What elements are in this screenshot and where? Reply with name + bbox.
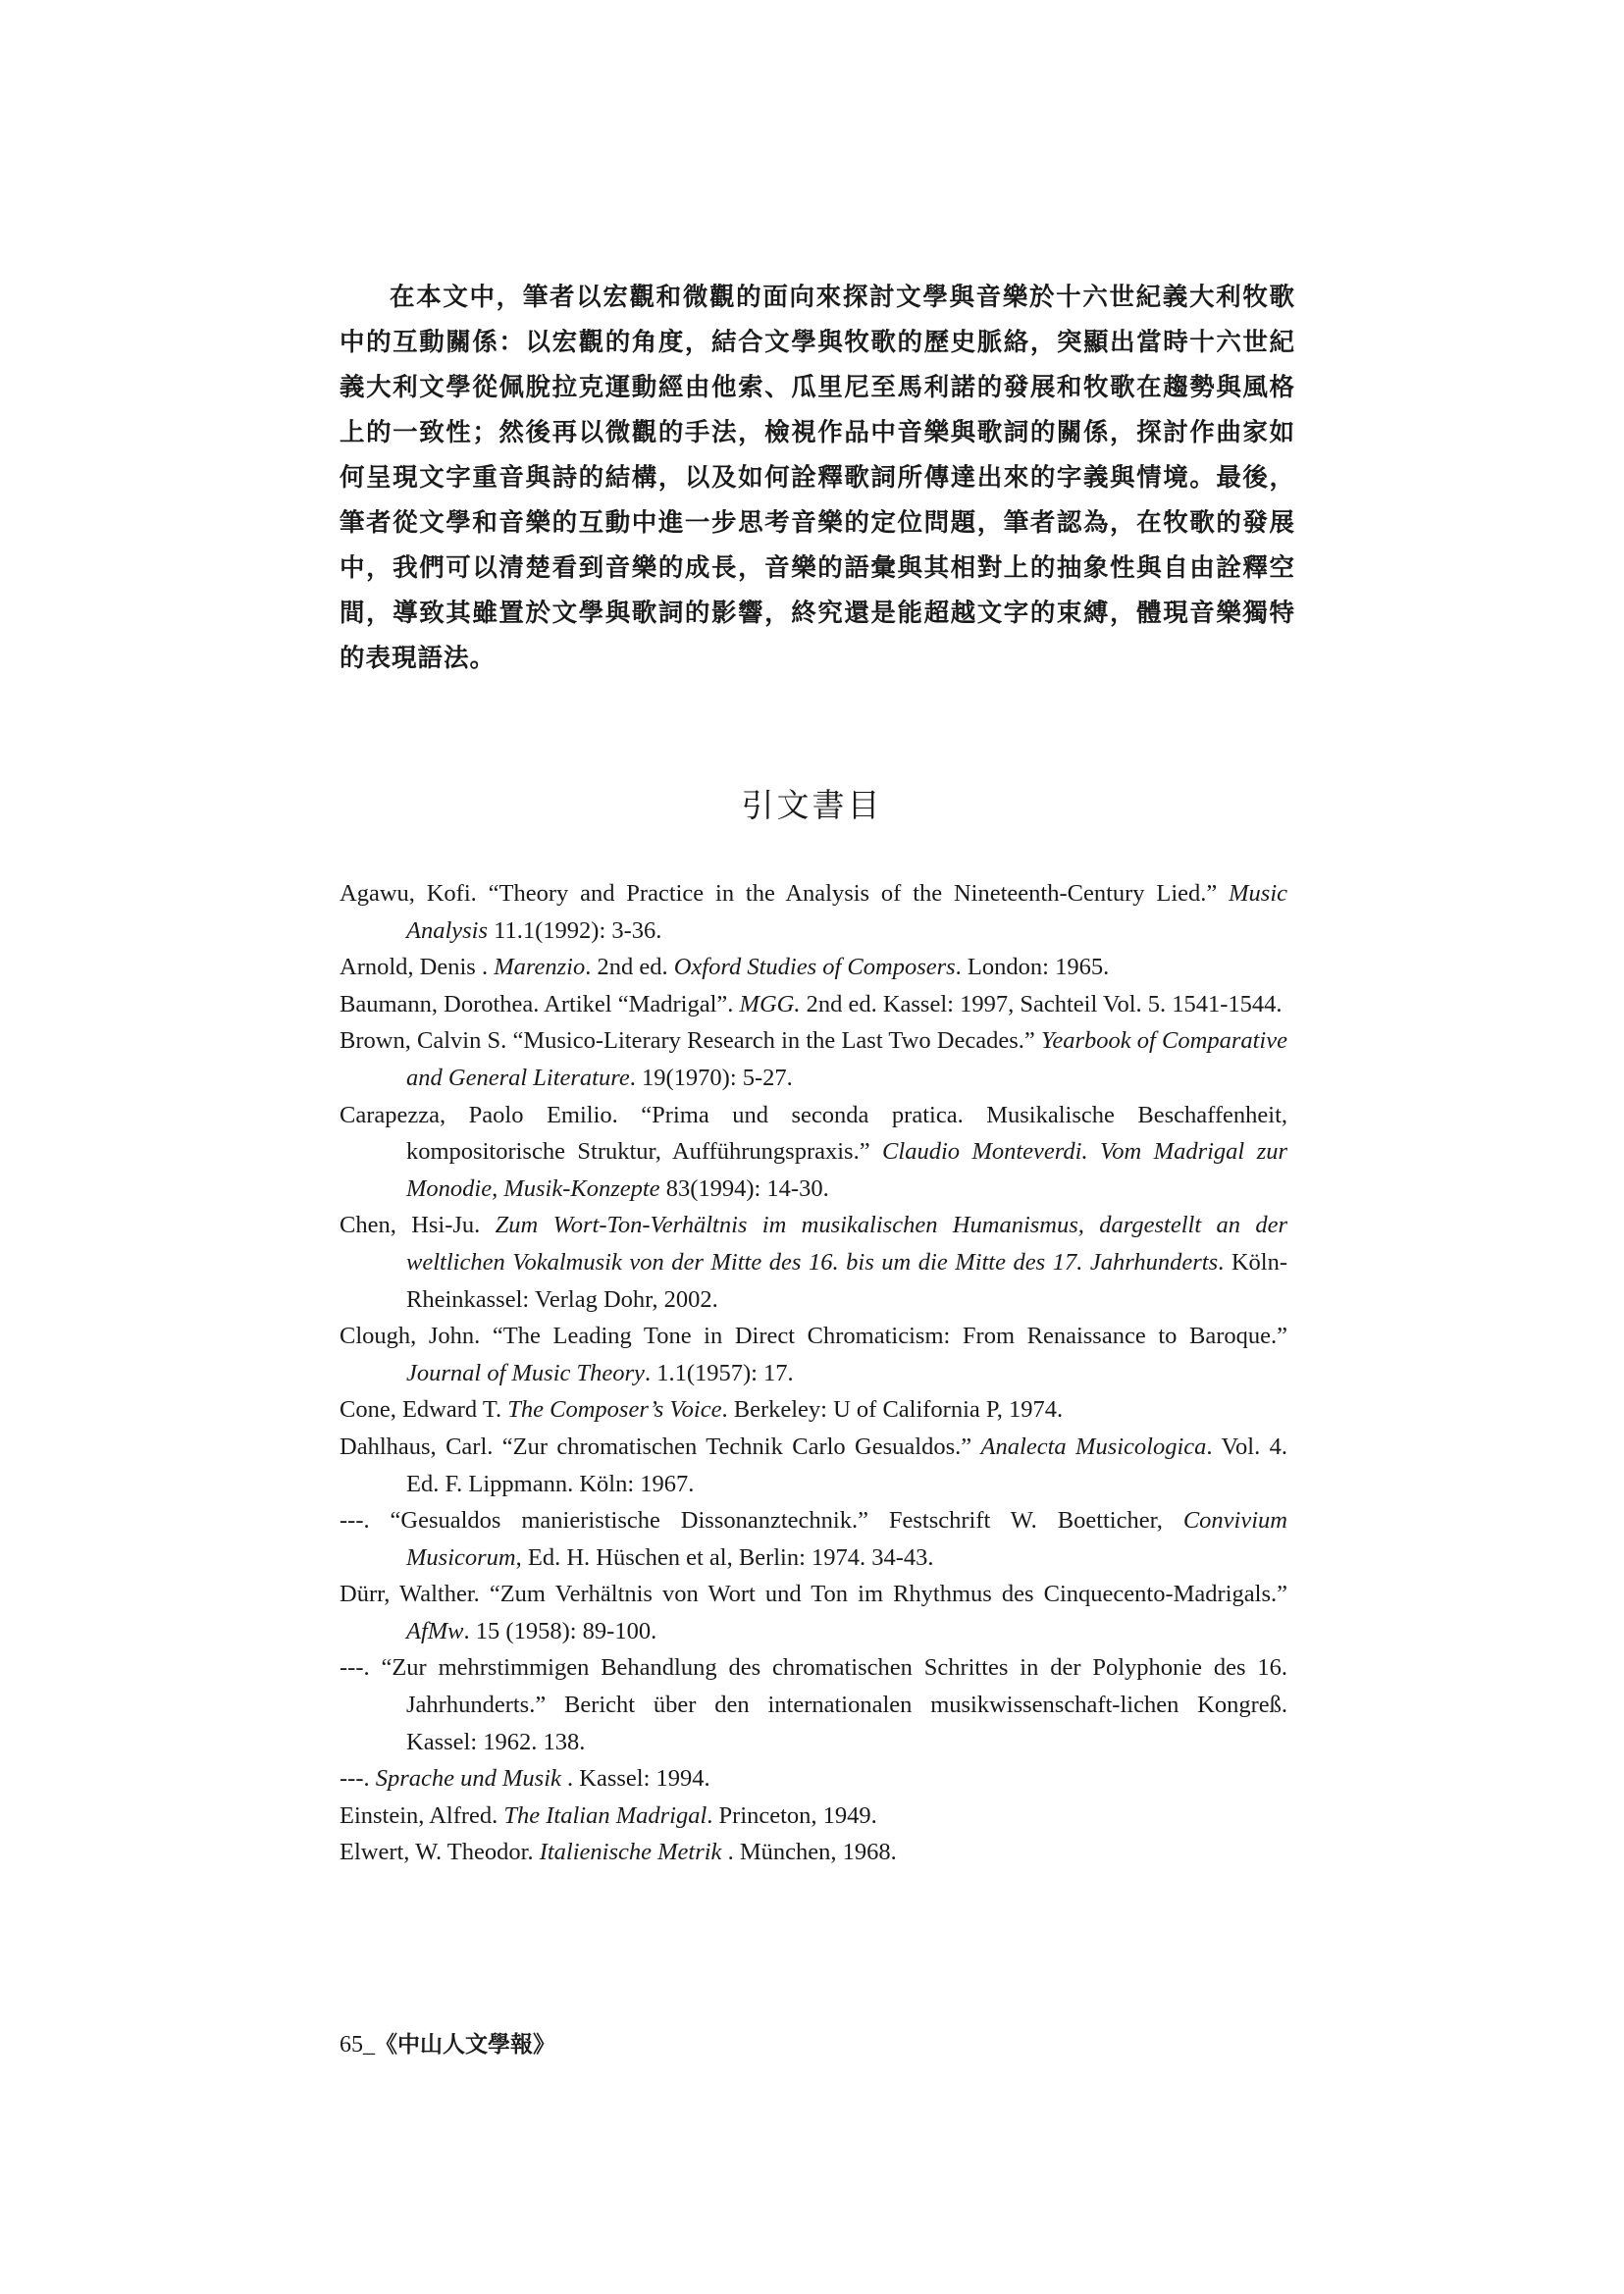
journal-name: 《中山人文學報》	[375, 2032, 555, 2058]
references-list	[340, 875, 1287, 1871]
reference-entry: ---. “Zur mehrstimmigen Behandlung des chromatischen Schrittes in der Polyphonie des 16. Jahrhunderts.” Bericht über den internationalen musikwissenschaft-lichen Kongreß. Kassel: 1962. 138.	[340, 1654, 1287, 1755]
reference-entry: Baumann, Dorothea. Artikel “Madrigal”. MGG. 2nd ed. Kassel: 1997, Sachteil Vol. 5. 1541-1544.	[340, 990, 1283, 1017]
reference-entry: Carapezza, Paolo Emilio. “Prima und seconda pratica. Musikalische Beschaffenheit, kompositorische Struktur, Aufführungspraxis.” Claudio Monteverdi. Vom Madrigal zur Monodie, Musik-Konzepte 83(1994): 14-30.	[340, 1101, 1288, 1202]
reference-entry: Dürr, Walther. “Zum Verhältnis von Wort und Ton im Rhythmus des Cinquecento-Madrigals.” AfMw. 15 (1958): 89-100.	[340, 1581, 1287, 1644]
reference-entry: Arnold, Denis . Marenzio. 2nd ed. Oxford Studies of Composers. London: 1965.	[340, 954, 1110, 981]
reference-entry: ---. “Gesualdos manieristische Dissonanztechnik.” Festschrift W. Boetticher, Convivium Musicorum, Ed. H. Hüschen et al, Berlin: 1974. 34-43.	[340, 1507, 1287, 1571]
references-heading: 引文書目	[741, 786, 883, 824]
reference-entry: Chen, Hsi-Ju. Zum Wort-Ton-Verhältnis im musikalischen Humanismus, dargestellt an der weltlichen Vokalmusik von der Mitte des 16. bis um die Mitte des 17. Jahrhunderts. Köln-Rheinkassel: Verlag Dohr, 2002.	[340, 1212, 1287, 1313]
reference-entry: Cone, Edward T. The Composer’s Voice. Berkeley: U of California P, 1974.	[340, 1396, 1064, 1424]
abstract-paragraph: 在本文中，筆者以宏觀和微觀的面向來探討文學與音樂於十六世紀義大利牧歌中的互動關係：以宏觀的角度，結合文學與牧歌的歷史脈絡，突顯出當時十六世紀義大利文學從佩脫拉克運動經由他索、瓜里尼至馬利諾的發展和牧歌在趨勢與風格上的一致性；然後再以微觀的手法，檢視作品中音樂與歌詞的關係，探討作曲家如何呈現文字重音與詩的結構，以及如何詮釋歌詞所傳達出來的字義與情境。最後，筆者從文學和音樂的互動中進一步思考音樂的定位問題，筆者認為，在牧歌的發展中，我們可以清楚看到音樂的成長，音樂的語彙與其相對上的抽象性與自由詮釋空間，導致其雖置於文學與歌詞的影響，終究還是能超越文字的束縛，體現音樂獨特的表現語法。	[340, 283, 1295, 673]
reference-entry: ---. Sprache und Musik . Kassel: 1994.	[340, 1765, 710, 1793]
reference-entry: Einstein, Alfred. The Italian Madrigal. Princeton, 1949.	[340, 1801, 877, 1829]
reference-entry: Elwert, W. Theodor. Italienische Metrik . München, 1968.	[340, 1839, 897, 1866]
reference-entry: Agawu, Kofi. “Theory and Practice in the Analysis of the Nineteenth-Century Lied.” Music Analysis 11.1(1992): 3-36.	[340, 880, 1287, 944]
reference-entry: Clough, John. “The Leading Tone in Direct Chromaticism: From Renaissance to Baroque.” Journal of Music Theory. 1.1(1957): 17.	[340, 1323, 1287, 1386]
page-number: 65_	[340, 2032, 375, 2058]
reference-entry: Brown, Calvin S. “Musico-Literary Research in the Last Two Decades.” Yearbook of Comparative and General Literature. 19(1970): 5-27.	[340, 1027, 1287, 1091]
reference-entry: Dahlhaus, Carl. “Zur chromatischen Technik Carlo Gesualdos.” Analecta Musicologica. Vol. 4. Ed. F. Lippmann. Köln: 1967.	[340, 1433, 1287, 1497]
page-footer	[340, 2026, 555, 2059]
